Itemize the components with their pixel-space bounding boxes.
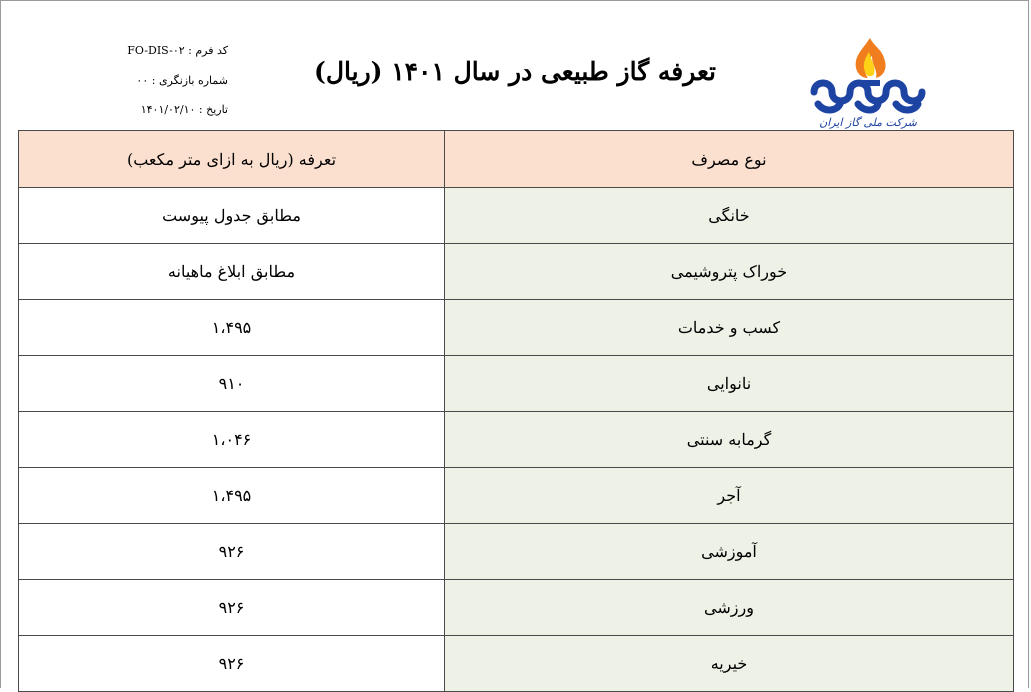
tariff-cell: ۹۲۶ [19, 636, 445, 692]
table-row [19, 636, 1014, 692]
table-row [19, 356, 1014, 412]
consumption-type-cell: ورزشی [445, 580, 1014, 636]
table-row [19, 188, 1014, 244]
tariff-table [18, 130, 1014, 692]
tariff-cell: ۹۱۰ [19, 356, 445, 412]
tariff-cell: ۹۲۶ [19, 524, 445, 580]
consumption-type-cell: خوراک پتروشیمی [445, 244, 1014, 300]
column-header-tariff: تعرفه (ریال به ازای متر مکعب) [19, 131, 445, 188]
consumption-type-cell: آجر [445, 468, 1014, 524]
consumption-type-cell: گرمابه سنتی [445, 412, 1014, 468]
table-header-row [19, 131, 1014, 188]
consumption-type-cell: کسب و خدمات [445, 300, 1014, 356]
tariff-cell: مطابق ابلاغ ماهیانه [19, 244, 445, 300]
consumption-type-cell: نانوایی [445, 356, 1014, 412]
consumption-type-cell: خیریه [445, 636, 1014, 692]
table-row [19, 412, 1014, 468]
table-row [19, 580, 1014, 636]
tariff-cell: ۱،۴۹۵ [19, 468, 445, 524]
national-iranian-gas-company-logo [806, 36, 930, 132]
page-title: تعرفه گاز طبیعی در سال ۱۴۰۱ (ریال) [314, 57, 716, 86]
revision-number: شماره بازنگری : ۰۰ [136, 73, 228, 87]
consumption-type-cell: آموزشی [445, 524, 1014, 580]
table-row [19, 300, 1014, 356]
tariff-cell: مطابق جدول پیوست [19, 188, 445, 244]
form-meta [98, 36, 228, 125]
form-date: تاریخ : ۱۴۰۱/۰۲/۱۰ [140, 103, 228, 116]
form-code: کد فرم : FO-DIS-۰۲ [127, 44, 228, 57]
tariff-cell: ۱،۰۴۶ [19, 412, 445, 468]
tariff-cell: ۱،۴۹۵ [19, 300, 445, 356]
tariff-cell: ۹۲۶ [19, 580, 445, 636]
table-row [19, 468, 1014, 524]
table-row [19, 244, 1014, 300]
column-header-type: نوع مصرف [445, 131, 1014, 188]
consumption-type-cell: خانگی [445, 188, 1014, 244]
table-row [19, 524, 1014, 580]
logo-text: شرکت ملی گاز ایران [819, 116, 917, 129]
